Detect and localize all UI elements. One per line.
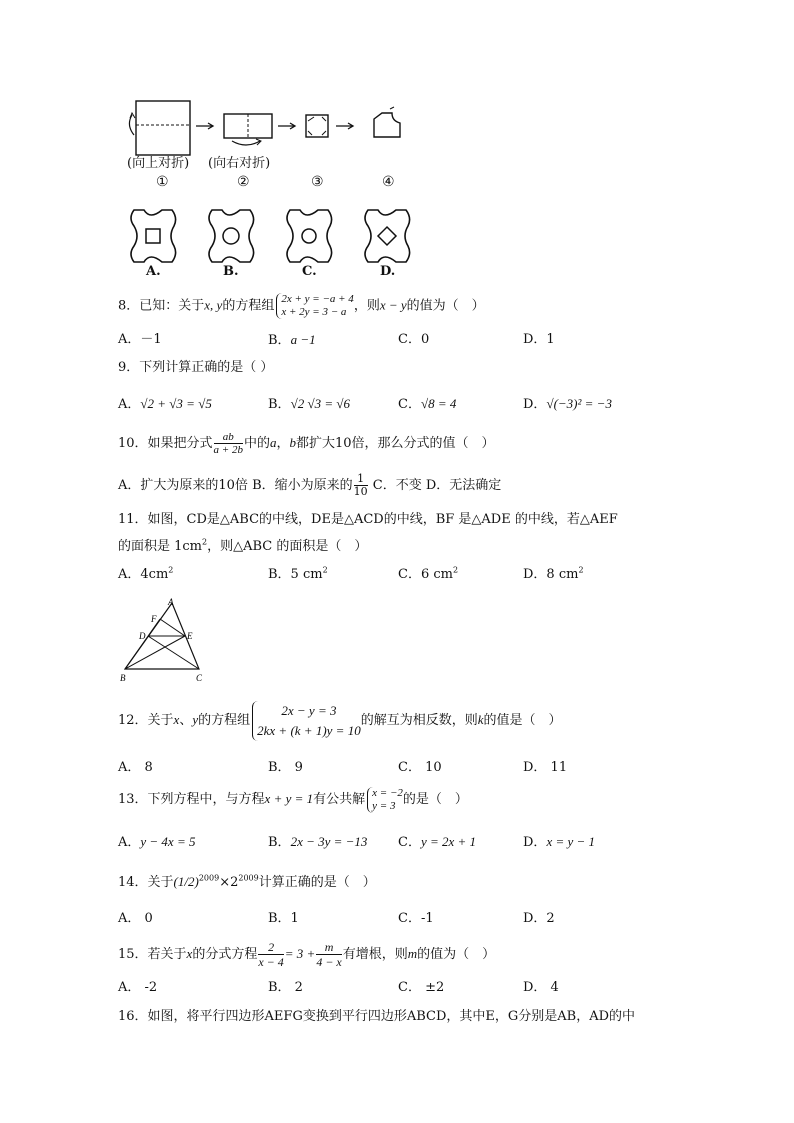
- q15-fraction-1: $\frac{2}{x - 4}$: [258, 940, 284, 969]
- q11-option-a[interactable]: A．$4cm^2$: [118, 565, 174, 582]
- q11-option-d[interactable]: D．8 $cm^2$: [523, 565, 584, 582]
- q16-line1: 16．如图，将平行四边形AEFG变换到平行四边形ABCD，其中E，G分别是AB，AD的中: [118, 1009, 636, 1024]
- fold-step3-square: [306, 115, 328, 137]
- q13-stem: 13．下列方程中，与方程x + y = 1有公共解 x = −2 y = 3 的是（ ）: [118, 786, 468, 812]
- q15-fraction-2: $\frac{m}{4 - x}$: [316, 940, 342, 969]
- q15-option-d[interactable]: D． 4: [523, 980, 559, 995]
- q15-stem: 15．若关于x的分式方程 $\frac{2}{x - 4}$ = 3 + $\frac{m}{4 - x}$ 有增根，则m的值为（ ）: [118, 940, 496, 969]
- step-label-2: ②: [237, 174, 250, 190]
- q14-stem: 14．关于$(1/2)^{2009}\times 2^{2009}$计算正确的是（ ）: [118, 873, 376, 890]
- label-a: A: [168, 597, 174, 607]
- fold-right-arrow: [232, 141, 260, 145]
- q10-options[interactable]: A．扩大为原来的10倍 B．缩小为原来的 $\frac{1}{10}$ C．不变 D．无法确定: [118, 472, 502, 498]
- step-arrow-1: [196, 123, 213, 129]
- option-shapes: [120, 206, 420, 266]
- label-d: D: [139, 631, 146, 641]
- q13-option-b[interactable]: B．2x − 3y = −13: [268, 834, 368, 850]
- label-f: F: [151, 614, 157, 624]
- step-label-3: ③: [311, 174, 324, 190]
- shape-option-d: [365, 210, 410, 262]
- shape-option-b: [209, 210, 254, 262]
- label-c: C: [196, 673, 203, 683]
- shape-label-b: B.: [223, 264, 239, 279]
- q8-option-a[interactable]: A．－1: [118, 332, 162, 347]
- label-e: E: [187, 631, 193, 641]
- q13-option-a[interactable]: A．y − 4x = 5: [118, 834, 196, 850]
- q15-option-b[interactable]: B． 2: [268, 980, 303, 995]
- shape-label-d: D.: [380, 264, 396, 279]
- q8-option-c[interactable]: C．0: [398, 332, 430, 347]
- q12-option-a[interactable]: A． 8: [118, 760, 153, 775]
- q9-option-d[interactable]: D．√(−3)² = −3: [523, 396, 612, 412]
- q8-option-d[interactable]: D．1: [523, 332, 555, 347]
- q9-stem: 9．下列计算正确的是（ ）: [118, 360, 274, 375]
- q13-option-d[interactable]: D．x = y − 1: [523, 834, 596, 850]
- shape-label-a: A.: [146, 264, 161, 279]
- fold-step1-square: [136, 101, 190, 155]
- fold-step4-shape: [374, 113, 400, 137]
- q9-option-c[interactable]: C．√8 = 4: [398, 396, 457, 412]
- q12-option-c[interactable]: C． 10: [398, 760, 442, 775]
- q11-option-b[interactable]: B．5 $cm^2$: [268, 565, 328, 582]
- q8-option-b[interactable]: B．a −1: [268, 332, 316, 348]
- step-label-4: ④: [382, 174, 395, 190]
- shape-option-c: [287, 210, 332, 262]
- q11-line2: 的面积是 $1cm^2$，则△ABC 的面积是（ ）: [118, 537, 368, 554]
- q10-option-fraction: $\frac{1}{10}$: [353, 472, 368, 498]
- q13-solution: x = −2 y = 3: [367, 787, 403, 813]
- q15-option-c[interactable]: C． ±2: [398, 980, 445, 995]
- q14-option-c[interactable]: C．-1: [398, 911, 434, 926]
- q15-option-a[interactable]: A． -2: [118, 980, 158, 995]
- caption-fold-up: (向上对折): [127, 156, 190, 171]
- q14-option-b[interactable]: B．1: [268, 911, 299, 926]
- q10-stem: 10．如果把分式 $\frac{ab}{a + 2b}$ 中的a，b都扩大10倍，那么分式的值（ ）: [118, 431, 495, 456]
- step-label-1: ①: [156, 174, 169, 190]
- q14-option-a[interactable]: A． 0: [118, 911, 153, 926]
- q10-fraction: $\frac{ab}{a + 2b}$: [213, 431, 243, 456]
- shape-option-a: [131, 210, 176, 262]
- q8-stem: 8．已知：关于x, y的方程组 2x + y = −a + 4 x + 2y = 3 − a ，则x − y的值为（ ）: [118, 293, 485, 318]
- q11-option-c[interactable]: C．6 $cm^2$: [398, 565, 459, 582]
- label-b: B: [120, 673, 126, 683]
- q11-triangle-figure: [115, 595, 215, 685]
- q12-option-d[interactable]: D． 11: [523, 760, 568, 775]
- q11-line1: 11．如图，CD是△ABC的中线，DE是△ACD的中线，BF 是△ADE 的中线，若△AEF: [118, 512, 618, 527]
- q14-option-d[interactable]: D．2: [523, 911, 555, 926]
- q9-option-a[interactable]: A．√2 + √3 = √5: [118, 396, 212, 412]
- q12-option-b[interactable]: B． 9: [268, 760, 303, 775]
- q8-system: 2x + y = −a + 4 x + 2y = 3 − a: [276, 293, 353, 319]
- shape-label-c: C.: [302, 264, 317, 279]
- q12-system: 2x − y = 3 2kx + (k + 1)y = 10: [252, 701, 361, 741]
- q12-stem: 12．关于x、y的方程组 2x − y = 3 2kx + (k + 1)y = 10 的解互为相反数，则k的值是（ ）: [118, 700, 562, 741]
- q9-option-b[interactable]: B．√2 √3 = √6: [268, 396, 350, 412]
- segment-bf: [125, 619, 160, 669]
- q13-option-c[interactable]: C．y = 2x + 1: [398, 834, 477, 850]
- caption-fold-right: (向右对折): [208, 156, 271, 171]
